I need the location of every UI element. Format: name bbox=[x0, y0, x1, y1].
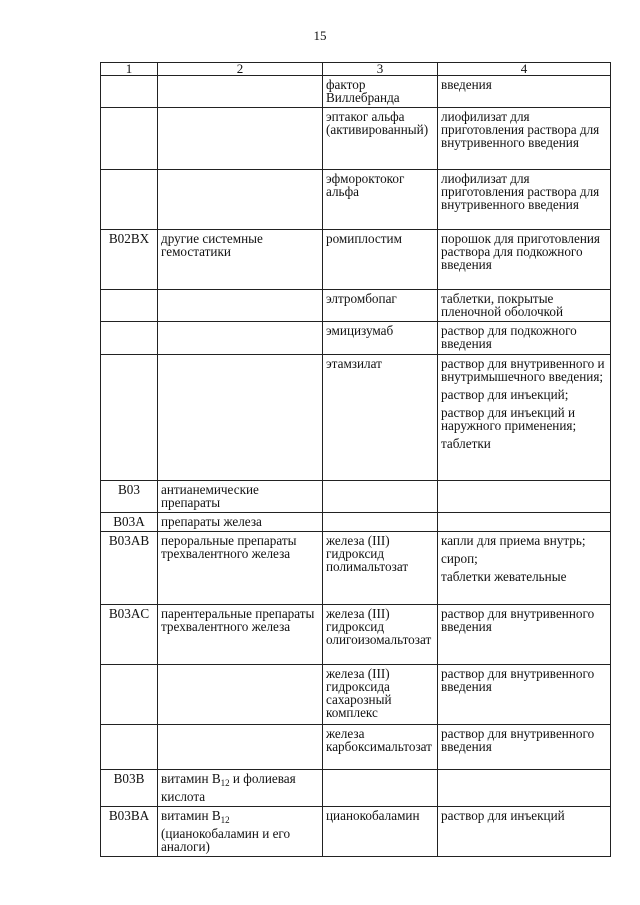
table-row bbox=[101, 665, 611, 725]
vitamin-subscript: 12 bbox=[220, 778, 230, 788]
table-row bbox=[101, 76, 611, 108]
drug-name: фактор Виллебранда bbox=[323, 76, 438, 108]
drug-name bbox=[323, 513, 438, 532]
group-name bbox=[158, 807, 323, 857]
dosage-form: таблетки жевательные bbox=[441, 569, 567, 584]
dosage-form: раствор для инъекций; bbox=[441, 387, 569, 402]
dosage-forms bbox=[438, 355, 611, 481]
table-row bbox=[101, 725, 611, 770]
table-row bbox=[101, 170, 611, 230]
table-row bbox=[101, 290, 611, 322]
drug-name: цианокобаламин bbox=[323, 807, 438, 857]
column-number-4: 4 bbox=[438, 63, 611, 76]
atc-code: B03A bbox=[101, 513, 158, 532]
atc-code bbox=[101, 108, 158, 170]
dosage-form: порошок для приготовления раствора для подкожного введения bbox=[438, 230, 611, 290]
table-row bbox=[101, 770, 611, 807]
atc-code bbox=[101, 322, 158, 355]
drug-name: железа (III) гидроксида сахарозный комплекс bbox=[323, 665, 438, 725]
drug-name: железа (III) гидроксид полимальтозат bbox=[323, 532, 438, 605]
atc-code: B02BX bbox=[101, 230, 158, 290]
table-row bbox=[101, 108, 611, 170]
column-number-3: 3 bbox=[323, 63, 438, 76]
table-row bbox=[101, 230, 611, 290]
atc-code: B03AB bbox=[101, 532, 158, 605]
group-name: другие системные гемостатики bbox=[158, 230, 323, 290]
table-row bbox=[101, 605, 611, 665]
dosage-form bbox=[438, 770, 611, 807]
group-name bbox=[158, 108, 323, 170]
dosage-form: раствор для инъекций и наружного применения; bbox=[441, 405, 577, 433]
atc-code bbox=[101, 665, 158, 725]
group-name: пероральные препараты трехвалентного железа bbox=[158, 532, 323, 605]
table-header-row bbox=[101, 63, 611, 76]
group-name: препараты железа bbox=[158, 513, 323, 532]
dosage-form: введения bbox=[438, 76, 611, 108]
dosage-form: раствор для внутривенного и внутримышечного введения; bbox=[441, 356, 605, 384]
vitamin-subscript: 12 bbox=[220, 815, 230, 825]
group-name bbox=[158, 770, 323, 807]
drug-table bbox=[100, 62, 611, 857]
dosage-form: раствор для внутривенного введения bbox=[438, 725, 611, 770]
atc-code: B03BA bbox=[101, 807, 158, 857]
group-name-start: витамин B bbox=[161, 771, 221, 786]
dosage-forms bbox=[438, 532, 611, 605]
dosage-form: капли для приема внутрь; bbox=[441, 533, 586, 548]
group-name bbox=[158, 76, 323, 108]
dosage-form bbox=[438, 513, 611, 532]
atc-code bbox=[101, 725, 158, 770]
drug-name: эмицизумаб bbox=[323, 322, 438, 355]
drug-name: этамзилат bbox=[323, 355, 438, 481]
dosage-form: лиофилизат для приготовления раствора для внутривенного введения bbox=[438, 170, 611, 230]
table-row bbox=[101, 513, 611, 532]
atc-code: B03AC bbox=[101, 605, 158, 665]
group-name bbox=[158, 665, 323, 725]
group-name-end: и фолиевая кислота bbox=[161, 771, 296, 804]
dosage-form: таблетки, покрытые пленочной оболочкой bbox=[438, 290, 611, 322]
table-row bbox=[101, 322, 611, 355]
group-name: антианемические препараты bbox=[158, 481, 323, 513]
group-name bbox=[158, 290, 323, 322]
table-row bbox=[101, 532, 611, 605]
dosage-form: раствор для внутривенного введения bbox=[438, 605, 611, 665]
dosage-form: раствор для внутривенного введения bbox=[438, 665, 611, 725]
drug-name: железа (III) гидроксид олигоизомальтозат bbox=[323, 605, 438, 665]
group-name bbox=[158, 725, 323, 770]
dosage-form bbox=[438, 481, 611, 513]
table-row bbox=[101, 481, 611, 513]
atc-code bbox=[101, 170, 158, 230]
dosage-form: раствор для инъекций bbox=[438, 807, 611, 857]
atc-code bbox=[101, 290, 158, 322]
column-number-1: 1 bbox=[101, 63, 158, 76]
dosage-form: раствор для подкожного введения bbox=[438, 322, 611, 355]
table-row bbox=[101, 355, 611, 481]
drug-name bbox=[323, 481, 438, 513]
drug-name: железа карбоксимальтозат bbox=[323, 725, 438, 770]
atc-code bbox=[101, 355, 158, 481]
group-name: парентеральные препараты трехвалентного железа bbox=[158, 605, 323, 665]
dosage-form: таблетки bbox=[441, 436, 491, 451]
table-row bbox=[101, 807, 611, 857]
group-name bbox=[158, 322, 323, 355]
group-name-start: витамин B bbox=[161, 808, 221, 823]
group-name-end: (цианокобаламин и его аналоги) bbox=[161, 826, 291, 854]
dosage-form: сироп; bbox=[441, 551, 478, 566]
dosage-form: лиофилизат для приготовления раствора для внутривенного введения bbox=[438, 108, 611, 170]
page-number: 15 bbox=[313, 28, 327, 43]
drug-name: эптаког альфа (активированный) bbox=[323, 108, 438, 170]
drug-name: ромиплостим bbox=[323, 230, 438, 290]
group-name bbox=[158, 355, 323, 481]
drug-name: эфмороктоког альфа bbox=[323, 170, 438, 230]
atc-code: B03B bbox=[101, 770, 158, 807]
column-number-2: 2 bbox=[158, 63, 323, 76]
drug-name: элтромбопаг bbox=[323, 290, 438, 322]
atc-code bbox=[101, 76, 158, 108]
group-name bbox=[158, 170, 323, 230]
atc-code: B03 bbox=[101, 481, 158, 513]
drug-name bbox=[323, 770, 438, 807]
